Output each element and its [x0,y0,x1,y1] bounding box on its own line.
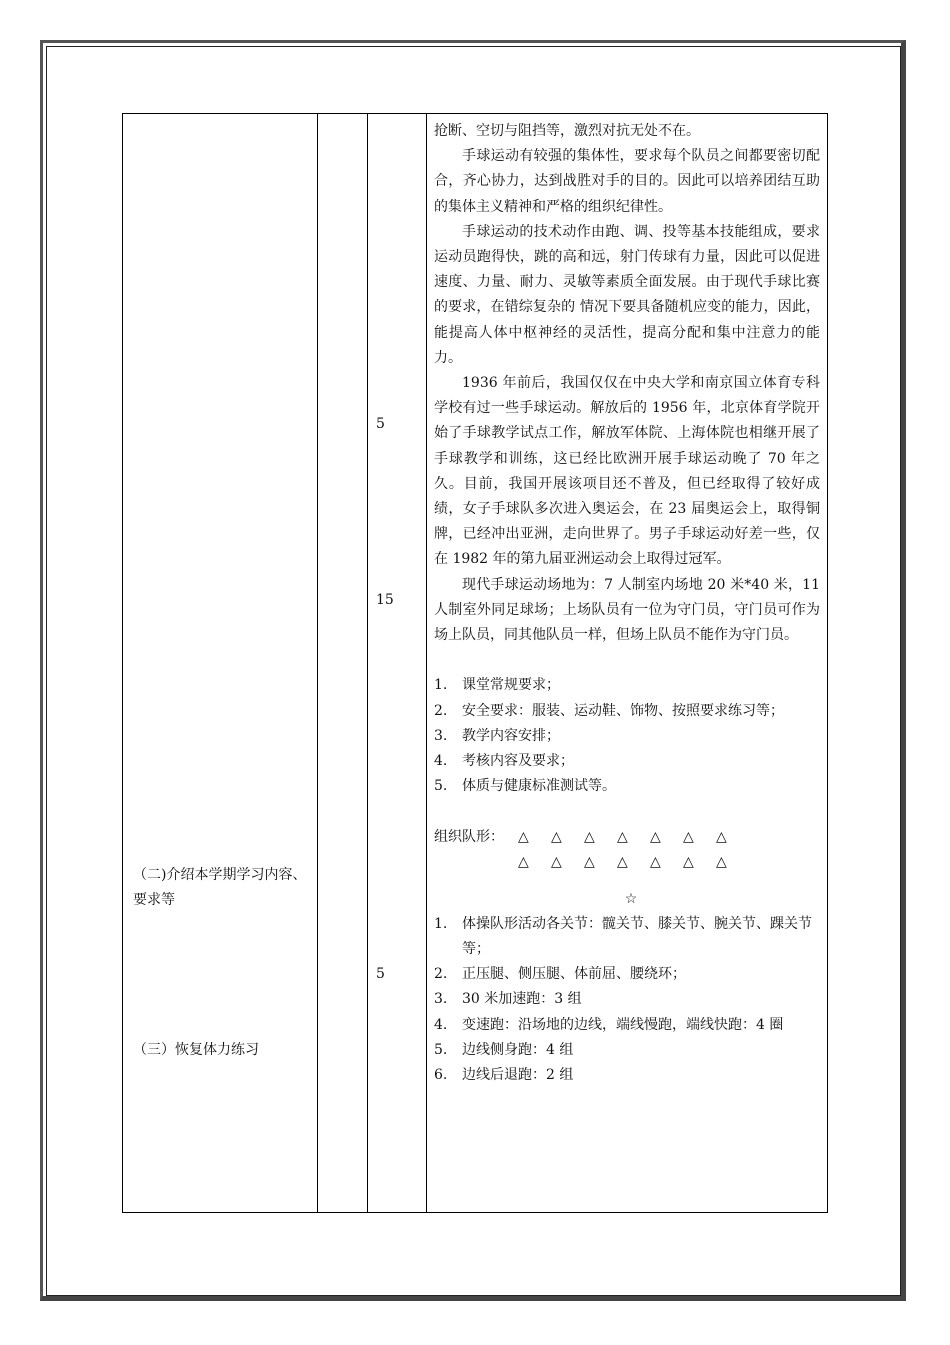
requirements-list [434,673,820,799]
paragraph: 1936 年前后，我国仅仅在中央大学和南京国立体育专科学校有过一些手球运动。解放后的 1956 年，北京体育学院开始了手球教学试点工作，解放军体院、上海体院也相继开展了手球教学和训练，这已经比欧洲开展手球运动晚了 70 年之久。目前，我国开展该项目还不普及，但已经取得了较好成绩，女子手球队多次进入奥运会，在 23 届奥运会上，取得铜牌，已经冲出亚洲，走向世界了。男子手球运动好差一些，仅在 1982 年的第九届亚洲运动会上取得过冠军。 [434,375,820,568]
triangle-icon: △ [617,828,628,845]
paragraph: 手球运动的技术动作由跑、调、投等基本技能组成，要求运动员跑得快，跳的高和远，射门传球有力量，因此可以促进速度、力量、耐力、灵敏等素质全面发展。由于现代手球比赛的要求，在错综复杂的 情况下要具备随机应变的能力，因此，能提高人体中枢神经的灵活性，提高分配和集中注意力的能力。 [434,223,820,366]
time-value: 5 [376,416,385,432]
triangle-icon: △ [551,828,562,845]
column-divider [367,114,368,1212]
time-value: 15 [376,592,394,608]
paragraph: 现代手球运动场地为：7 人制室内场地 20 米*40 米，11 人制室外同足球场；上场队员有一位为守门员，守门员可作为场上队员，同其他队员一样，但场上队员不能作为守门员。 [434,576,820,644]
triangle-icon: △ [518,853,529,870]
formation-diagram [434,825,820,875]
paragraph: 手球运动有较强的集体性，要求每个队员之间都要密切配合，齐心协力，达到战胜对手的目的。因此可以培养团结互助的集体主义精神和严格的组织纪律性。 [434,148,820,215]
list-item: 2. 正压腿、侧压腿、体前屈、腰绕环； [434,966,686,983]
content-cell [434,119,820,1088]
triangle-icon: △ [518,828,529,845]
triangle-icon: △ [551,853,562,870]
section-two-label: （二)介绍本学期学习内容、要求等 [133,867,307,909]
triangle-icon: △ [584,853,595,870]
triangle-icon: △ [650,853,661,870]
list-item: 5. 边线侧身跑：4 组 [434,1041,574,1058]
list-item: 4. 考核内容及要求； [434,753,574,770]
triangle-icon: △ [650,828,661,845]
list-item: 2. 安全要求：服装、运动鞋、饰物、按照要求练习等； [434,702,784,719]
column-divider [426,114,427,1212]
list-item: 3. 教学内容安排； [434,727,560,744]
lesson-plan-table [122,113,828,1213]
triangle-icon: △ [716,828,727,845]
triangle-icon: △ [683,853,694,870]
section-three-label: （三）恢复体力练习 [133,1042,259,1058]
teacher-star-icon: ☆ [624,890,638,907]
triangle-icon: △ [683,828,694,845]
list-item: 3. 30 米加速跑：3 组 [434,991,582,1008]
column-divider [317,114,318,1212]
triangle-icon: △ [716,853,727,870]
list-item: 1. 体操队形活动各关节：髋关节、膝关节、腕关节、踝关节等； [434,915,812,958]
list-item: 1. 课堂常规要求； [434,677,560,694]
formation-label: 组织队形： [434,828,504,845]
triangle-icon: △ [584,828,595,845]
triangle-row-2 [518,850,749,875]
triangle-icon: △ [617,853,628,870]
list-item: 5. 体质与健康标准测试等。 [434,778,616,795]
list-item: 4. 变速跑：沿场地的边线，端线慢跑，端线快跑：4 圈 [434,1016,784,1033]
list-item: 6. 边线后退跑：2 组 [434,1067,574,1084]
triangle-row-1 [518,825,749,850]
time-value: 5 [376,966,385,982]
paragraph: 抢断、空切与阻挡等，激烈对抗无处不在。 [434,123,700,139]
warmup-list [434,912,820,1088]
